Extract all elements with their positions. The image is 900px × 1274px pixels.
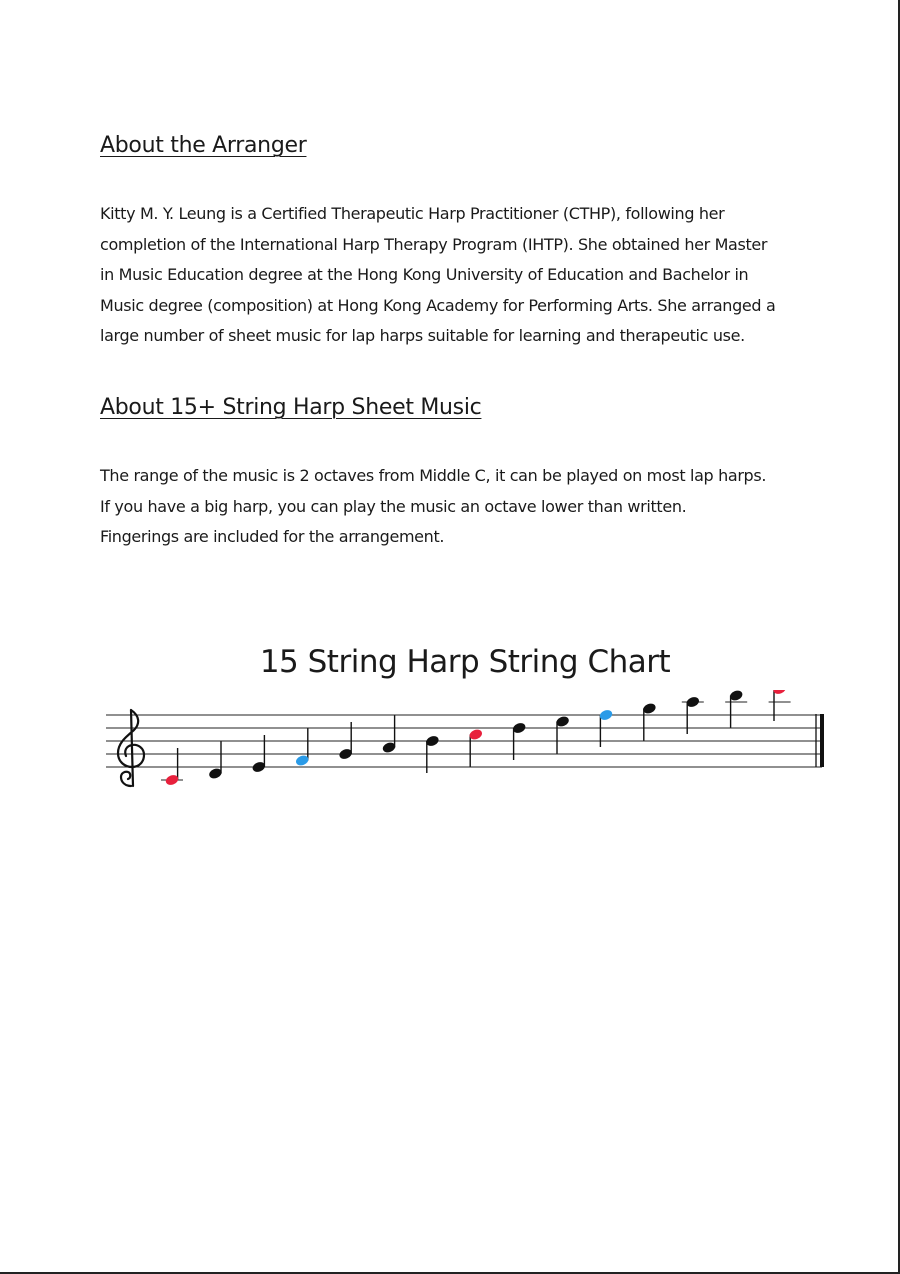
paragraph-line: The range of the music is 2 octaves from Middle C, it can be played on most lap harps. xyxy=(100,466,767,485)
paragraph-line: If you have a big harp, you can play the music an octave lower than written. xyxy=(100,496,687,516)
string-chart-staff xyxy=(0,690,900,800)
arranger-heading: About the Arranger xyxy=(100,133,307,158)
treble-clef-icon xyxy=(118,710,144,786)
paragraph-line: Kitty M. Y. Leung is a Certified Therapeutic Harp Practitioner (CTHP), following her xyxy=(100,204,725,223)
paragraph-line: in Music Education degree at the Hong Kong University of Education and Bachelor in xyxy=(100,265,749,284)
paragraph-line: Music degree (composition) at Hong Kong Academy for Performing Arts. She arranged a xyxy=(100,295,776,315)
notes-group xyxy=(161,690,791,787)
paragraph-line: large number of sheet music for lap harps suitable for learning and therapeutic use. xyxy=(100,326,745,345)
sheet-music-paragraph xyxy=(100,461,840,553)
staff-lines xyxy=(106,715,822,767)
arranger-paragraph xyxy=(100,199,840,352)
string-chart-title: 15 String Harp String Chart xyxy=(259,644,671,680)
paragraph-line: Fingerings are included for the arrangement. xyxy=(100,527,445,546)
sheet-music-heading: About 15+ String Harp Sheet Music xyxy=(100,395,482,420)
paragraph-line: completion of the International Harp Therapy Program (IHTP). She obtained her Master xyxy=(100,234,768,254)
